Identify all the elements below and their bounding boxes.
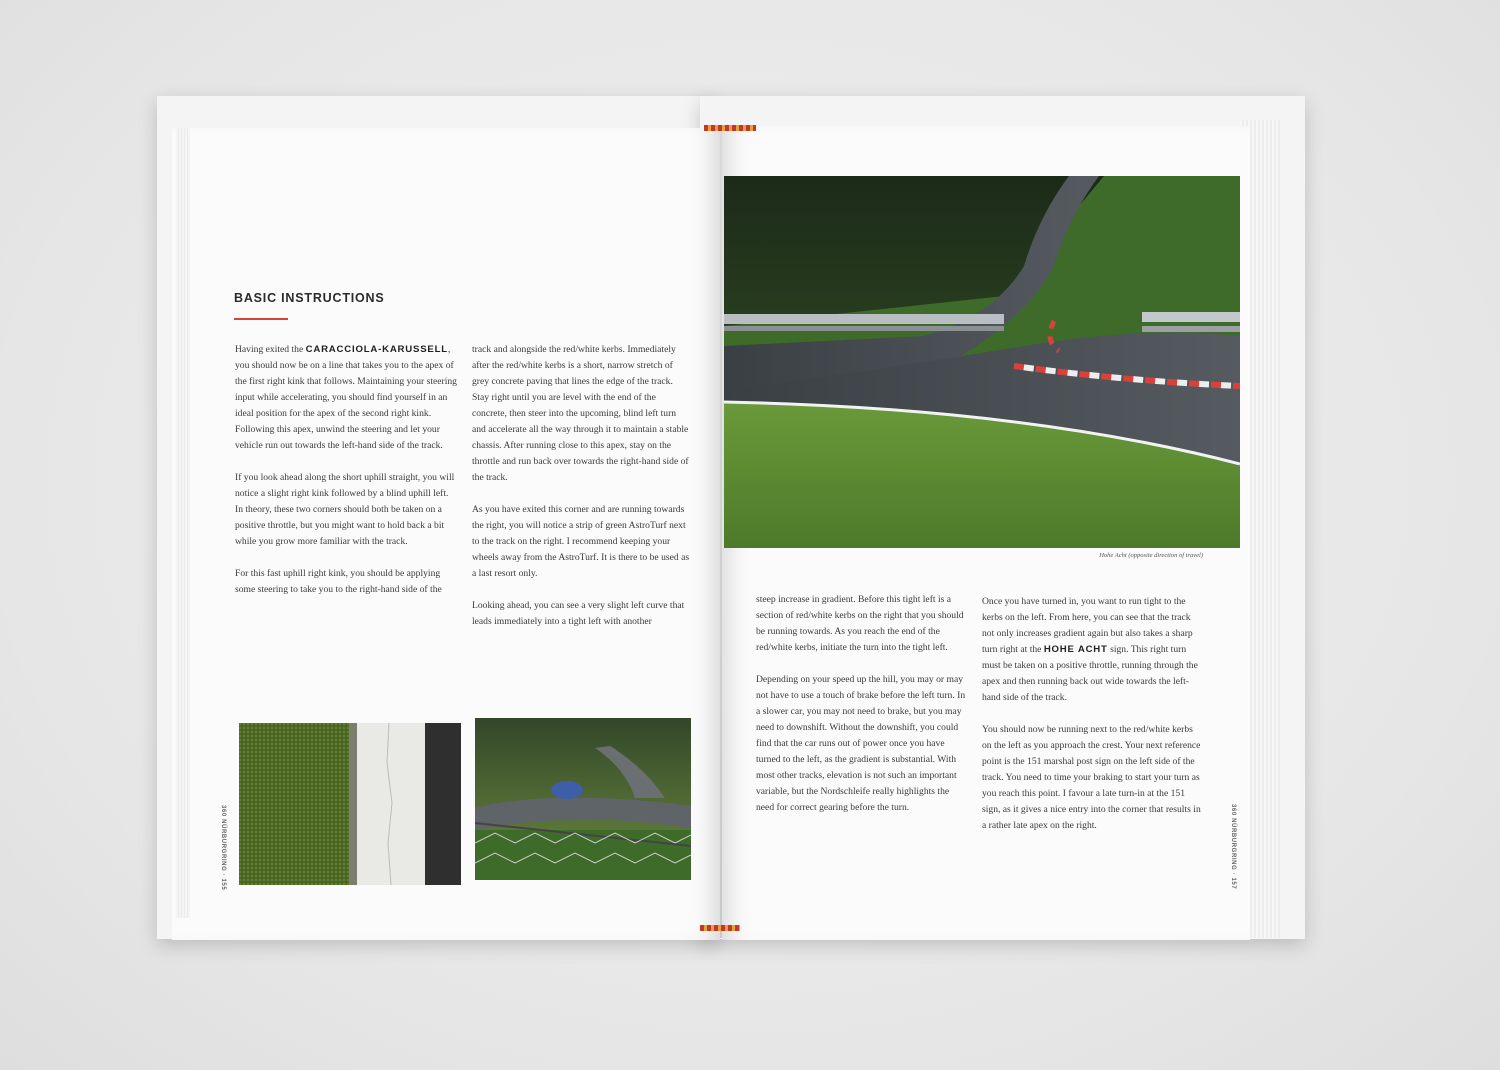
hohe-acht-photo <box>724 176 1240 548</box>
page-folio-left: 360 NÜRBURGRING · 155 <box>220 805 226 891</box>
section-heading: BASIC INSTRUCTIONS <box>234 291 385 305</box>
hohe-acht-image <box>724 176 1240 548</box>
place-name: CARACCIOLA-KARUSSELL <box>305 344 448 355</box>
paragraph: track and alongside the red/white kerbs. Immediately after the red/white kerbs is a short, narrow stretch of grey concrete paving that lines the edge of the track. Stay right until you are level with the end of the concrete, then steer into the upcoming, blind left turn and accelerate all the way through it to maintain a stable chassis. After running close to this apex, stay on the throttle and run back over towards the right-hand side of the track. <box>472 344 689 483</box>
paragraph: Depending on your speed up the hill, you may or may not have to use a touch of brake before the left turn. In a slower car, you may not need to brake, but you may need to downshift. Without the downshift, you could find that the car runs out of power once you have turned to the left, as the gradient is substantial. With most other tracks, elevation is not such an important variable, but the Nordschleife really highlights the need for correct gearing before the turn. <box>756 674 966 813</box>
track-fence-photo <box>475 718 691 880</box>
paragraph <box>235 342 457 454</box>
kerb-closeup-photo <box>239 723 461 885</box>
left-column-1 <box>235 342 457 614</box>
page-folio-right: 360 NÜRBURGRING · 157 <box>1230 804 1236 890</box>
paragraph-text: sign. This right turn must be taken on a positive throttle, running through the apex and then running back out wide towards the left-hand side of the track. <box>982 644 1198 703</box>
paragraph: For this fast uphill right kink, you should be applying some steering to take you to the right-hand side of the <box>235 568 442 595</box>
paragraph: As you have exited this corner and are running towards the right, you will notice a strip of green AstroTurf next to the track on the right. I recommend keeping your wheels away from the AstroTurf. It is there to be used as a last resort only. <box>472 504 690 579</box>
paragraph: steep increase in gradient. Before this tight left is a section of red/white kerbs on the right that you should be running towards. As you reach the end of the red/white kerbs, initiate the turn into the tight left. <box>756 594 964 653</box>
paragraph-text: , you should now be on a line that takes you to the apex of the first right kink that follows. Maintaining your steering input while accelerating, you should find yourself in an ideal position for the apex of the second right kink. Following this apex, unwind the steering and let your vehicle run out towards the left-hand side of the track. <box>235 344 457 451</box>
left-column-2 <box>472 342 690 646</box>
page-edges-left <box>176 128 190 918</box>
book-gutter <box>720 128 722 938</box>
kerb-closeup-image <box>239 723 461 885</box>
photo-caption: Hohe Acht (opposite direction of travel) <box>1099 552 1203 559</box>
paragraph: You should now be running next to the red/white kerbs on the left as you approach the crest. Your next reference point is the 151 marshal post sign on the left side of the track. You need to time your braking to start your turn as you reach this point. I favour a late turn-in at the 151 sign, as it gives a nice entry into the corner that results in a rather late apex on the right. <box>982 724 1201 831</box>
heading-underline <box>234 318 288 320</box>
paragraph-text: Once you have turned in, you want to run tight to the kerbs on the left. From here, you can see that the track not only increases gradient again but also takes a sharp turn right at the <box>982 596 1193 655</box>
bookmark-ribbon-top <box>704 125 756 131</box>
paragraph: Looking ahead, you can see a very slight left curve that leads immediately into a tight left with another <box>472 600 685 627</box>
paragraph-text: Having exited the <box>235 344 306 355</box>
paragraph <box>982 594 1202 706</box>
track-fence-image <box>475 718 691 880</box>
right-column-1 <box>756 592 968 832</box>
place-name: HOHE ACHT <box>1043 644 1108 655</box>
right-column-2 <box>982 594 1202 850</box>
paragraph: If you look ahead along the short uphill straight, you will notice a slight right kink followed by a blind uphill left. In theory, these two corners should both be taken on a positive throttle, but you might want to hold back a bit while you grow more familiar with the track. <box>235 472 455 547</box>
bookmark-ribbon-bottom <box>700 925 740 931</box>
